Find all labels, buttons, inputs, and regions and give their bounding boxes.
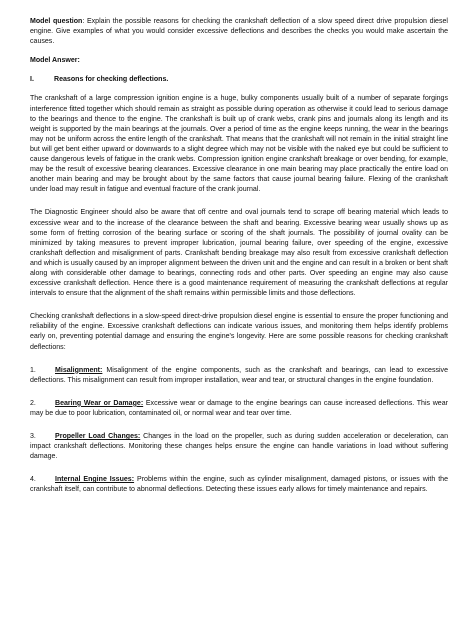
list-item-text: Changes in the load on the propeller, such as during sudden acceleration or deceleration, can impact crankshaft deflections. Monitoring these changes helps ensure the engine can handle variations in load without suffering damage.: [30, 433, 448, 461]
list-item-number: 1.: [30, 366, 36, 374]
list-item-term: Misalignment:: [55, 366, 103, 374]
model-question-text: : Explain the possible reasons for checking the crankshaft deflection of a slow speed direct drive propulsion diesel engine. Give examples of what you would consider excessive deflections and describes the checks you would make ascertain the causes.: [30, 18, 448, 46]
list-item-misalignment: [30, 366, 448, 386]
section-title: Reasons for checking deflections.: [54, 76, 169, 84]
list-item-text: Excessive wear or damage to the engine bearings can cause increased deflections. This wear may be due to poor lubrication, contaminated oil, or normal wear and tear over time.: [30, 399, 448, 417]
model-answer-label: Model Answer:: [30, 57, 80, 65]
model-question-label: Model question: [30, 18, 83, 25]
paragraph-diagnostic-engineer: The Diagnostic Engineer should also be aware that off centre and oval journals tend to scrape off bearing material which leads to excessive wear and to the increase of the clearance between the shaft and bearing. Excessive bearing wear usually shows up as some form of fretting corrosion of the bearing surface or scoring of the shaft journals. The possibility of journal ovality can be minimized by taking measures to prevent improper lubrication, journal bearing failure, over speeding of the engine, excessive crankshaft deflection and misalignment of parts. Crankshaft bending breakage may also result from excessive crankshaft deflection and which is usually caused by an improper alignment between the driven unit and the engine and can result in a broken or bent shaft along with considerable other damage to bearings, connecting rods and other parts. Over speeding an engine may also cause excessive crankshaft deflection. Hence there is a good maintenance requirement of measuring the crankshaft deflections at regular intervals to ensure that the alignment of the shaft remains within permissible limits and those deflections.: [30, 209, 448, 298]
section-number: I.: [30, 76, 34, 84]
list-item-propeller-load: [30, 432, 448, 462]
list-item-internal-issues: [30, 475, 448, 495]
model-question: [30, 17, 448, 47]
list-item-number: 3.: [30, 433, 36, 440]
section-heading: [30, 75, 448, 85]
list-item-number: 4.: [30, 476, 36, 484]
paragraph-checking-deflections: Checking crankshaft deflections in a slow-speed direct-drive propulsion diesel engine is essential to ensure the proper functioning and reliability of the engine. Excessive crankshaft deflections can indicate various issues, and monitoring them helps identify problems early on, preventing potential damage and ensuring the engine's longevity. Here are some possible reasons for checking crankshaft deflections:: [30, 313, 448, 351]
paragraph-crankshaft-overview: The crankshaft of a large compression ignition engine is a huge, bulky components usually built of a number of separate forgings interference fitted together which should remain as straight as possible during operation as otherwise it could lead to serious damage to the bearings and thence to the engine. The crankshaft is built up of crank webs, crank pins and journals along its length and its weight is supported by the main bearings at the journals. Over a period of time as the engine keeps running, the wear in the bearings may not be uniform across the entire length of the crankshaft. That means that the crankshaft will not remain in the initial straight line but will get bent either upward or downwards to a slight degree which may not be visible with the naked eye but could be sufficient to cause dangerous levels of fatigue in the crank webs. Compression ignition engine crankshaft breakage or over bending, for example, may be the result of excessive bearing clearances. Excessive clearance in one main bearing may place practically the entire load on another main bearing and may be brought about by the same factors that cause journal bearing failure. Flexing of the crankshaft under load may result in fatigue and eventual fracture of the crank journal.: [30, 95, 448, 194]
list-item-number: 2.: [30, 399, 36, 407]
list-item-text: Problems within the engine, such as cylinder misalignment, damaged pistons, or issues with the crankshaft itself, can contribute to abnormal deflections. Detecting these issues early allows for timely maintenance and repairs.: [30, 476, 448, 494]
list-item-term: Propeller Load Changes:: [55, 433, 141, 440]
list-item-text: Misalignment of the engine components, such as the crankshaft and bearings, can lead to excessive deflections. This misalignment can result from improper installation, wear and tear, or structural changes in the engine foundation.: [30, 366, 448, 384]
list-item-term: Internal Engine Issues:: [55, 476, 135, 484]
list-item-bearing-wear: [30, 399, 448, 419]
list-item-term: Bearing Wear or Damage:: [55, 399, 144, 407]
